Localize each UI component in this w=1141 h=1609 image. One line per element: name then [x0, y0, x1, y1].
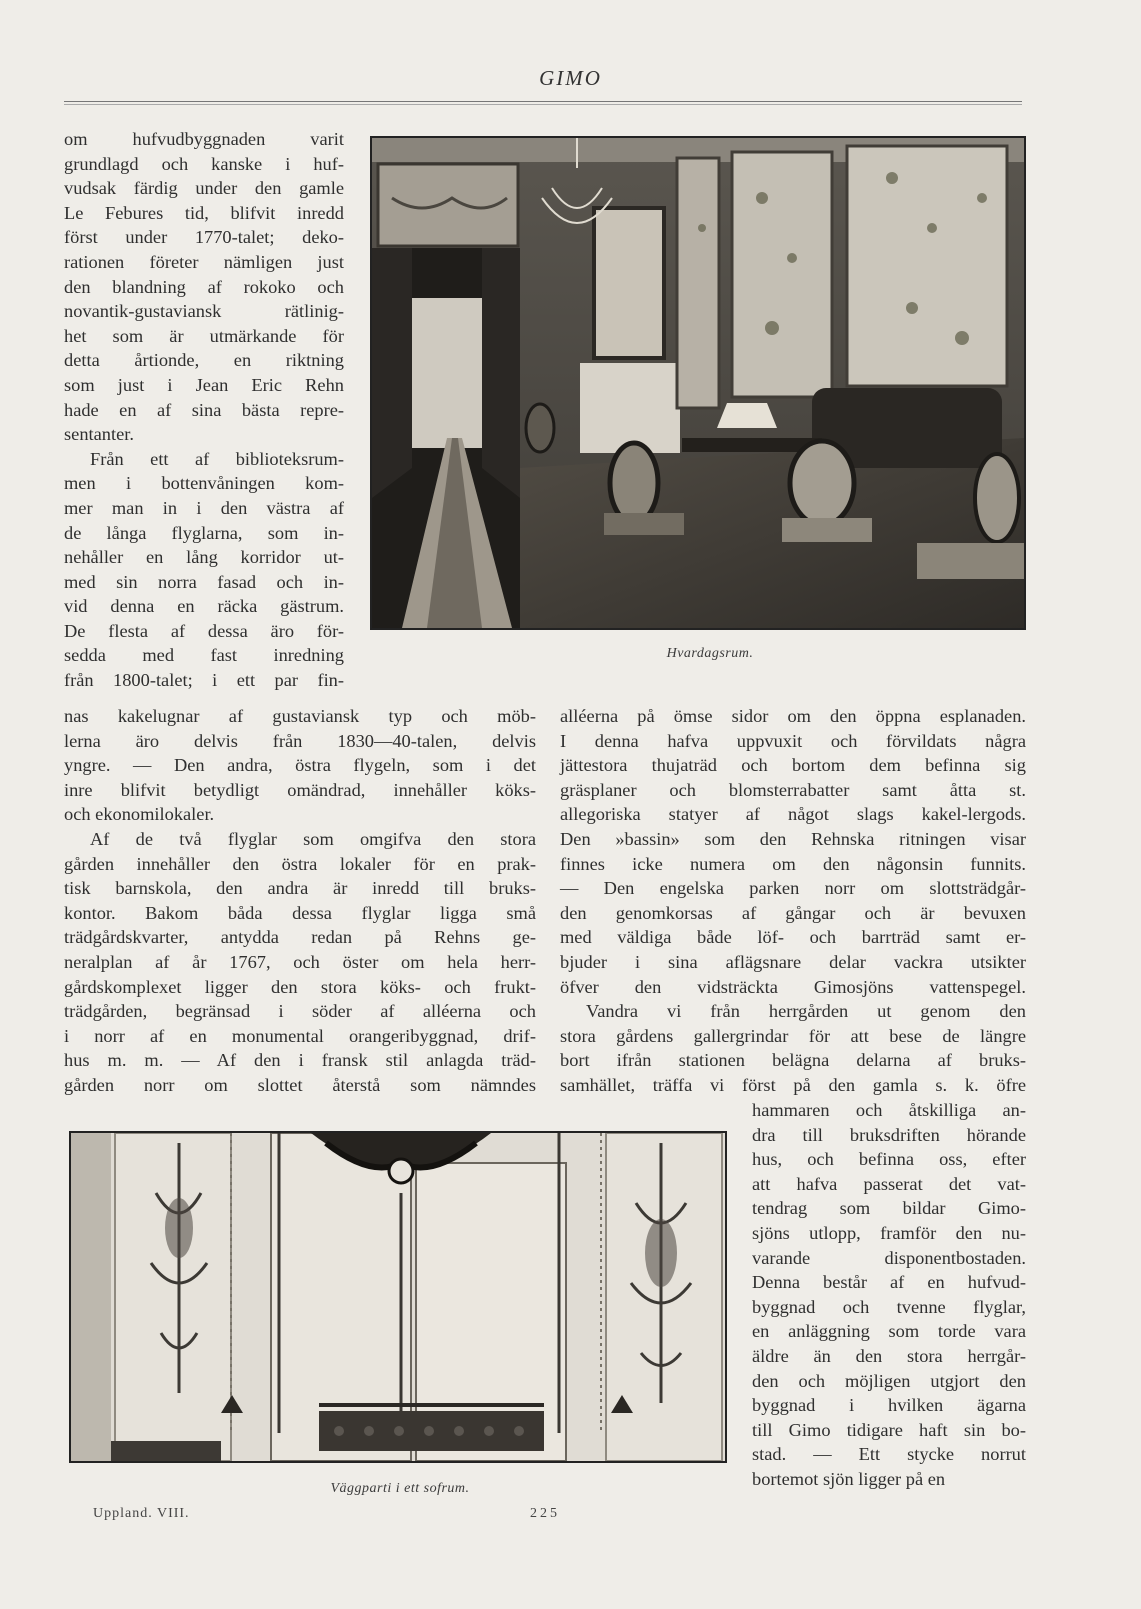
- text-line: neralplan af år 1767, och öster om hela herr-: [64, 951, 536, 972]
- text-line: om hufvudbyggnaden varit: [64, 129, 344, 149]
- text-line: vudsak färdig under den gamle: [64, 178, 344, 199]
- text-line: hammaren och åtskilliga an-: [752, 1100, 1026, 1120]
- text-line: den och möjligen utgjort den: [752, 1370, 1026, 1391]
- volume-signature: Uppland. VIII.: [93, 1506, 190, 1521]
- text-line: tisk barnskola, den andra är inredd till bruks-: [64, 878, 536, 899]
- text-line: trädgårdskvarter, antydda redan på Rehns ge-: [64, 927, 536, 948]
- text-line: detta årtionde, en riktning: [64, 350, 344, 371]
- text-line: nas kakelugnar af gustaviansk typ och möb-: [64, 706, 536, 726]
- text-line: en anläggning som torde vara: [752, 1321, 1026, 1342]
- text-line: finnes icke numera om den någonsin funnits.: [560, 853, 1026, 874]
- text-line: vid denna en räcka gästrum.: [64, 596, 344, 617]
- text-line: den blandning af rokoko och: [64, 276, 344, 297]
- text-line: bortemot sjön ligger på en: [752, 1468, 946, 1489]
- text-line: sjöns utlopp, framför den nu-: [752, 1222, 1026, 1243]
- text-line: gården norr om slottet återstå som nämndes: [64, 1074, 536, 1095]
- header-rule: [64, 101, 1022, 102]
- text-line: novantik-gustaviansk rätlinig-: [64, 301, 344, 322]
- text-column-right: [560, 704, 1026, 1098]
- text-line: byggnad i hvilken ägarna: [752, 1395, 1026, 1416]
- text-line: byggnad och tvenne flyglar,: [752, 1296, 1026, 1317]
- text-line: Le Febures tid, blifvit inredd: [64, 202, 344, 223]
- text-line: gräsplaner och blomsterrabatter samt åtta st.: [560, 779, 1026, 800]
- figure-living-room: [370, 136, 1026, 630]
- text-line: Af de två flyglar som omgifva den stora: [90, 828, 536, 849]
- text-column-bottom-right: [752, 1098, 1026, 1492]
- text-line: öfver den vidsträckta Gimosjöns vattenspegel.: [560, 976, 1026, 997]
- header-rule-thin: [64, 104, 1022, 105]
- text-line: yngre. — Den andra, östra flygeln, som i det: [64, 755, 536, 776]
- text-line: att hafva passerat det vat-: [752, 1173, 1026, 1194]
- text-line: inre blifvit betydligt omändrad, innehåller köks-: [64, 779, 536, 800]
- text-line: till Gimo tidigare haft sin bo-: [752, 1419, 1026, 1440]
- text-line: allegoriska statyer af något slags kakel-lergods.: [560, 804, 1026, 825]
- text-line: hade en af sina bästa repre-: [64, 399, 344, 420]
- text-line: den genomkorsas af gångar och är bevuxen: [560, 902, 1026, 923]
- text-line: de långa flyglarna, som in-: [64, 522, 344, 543]
- text-line: kontor. Bakom båda dessa flyglar ligga små: [64, 902, 536, 923]
- text-line: stad. — Ett stycke norrut: [752, 1444, 1026, 1465]
- text-line: sedda med fast inredning: [64, 645, 344, 666]
- text-line: varande disponentbostaden.: [752, 1247, 1026, 1268]
- text-line: Denna består af en hufvud-: [752, 1272, 1026, 1293]
- text-line: bort ifrån stationen belägna delarna af bruks-: [560, 1050, 1026, 1071]
- running-title: GIMO: [539, 66, 602, 90]
- caption-living-room: Hvardagsrum.: [666, 646, 754, 661]
- text-line: äldre än den stora herrgår-: [752, 1345, 1026, 1366]
- text-line: som just i Jean Eric Rehn: [64, 374, 344, 395]
- text-line: tendrag som bildar Gimo-: [752, 1198, 1026, 1219]
- text-line: stora gårdens gallergrindar för att bese de längre: [560, 1025, 1026, 1046]
- text-line: i norr af en monumental orangeribyggnad, drif-: [64, 1025, 536, 1046]
- text-line: hus, och befinna oss, efter: [752, 1149, 1026, 1170]
- text-line: Den »bassin» som den Rehnska ritningen visar: [560, 828, 1026, 849]
- text-line: jättestora thujaträd och bortom dem befinna sig: [560, 755, 1026, 776]
- text-line: De flesta af dessa äro för-: [64, 620, 344, 641]
- text-line: med väldiga både löf- och barrträd samt er-: [560, 927, 1026, 948]
- figure-wall-section: [69, 1131, 727, 1463]
- text-line: men i bottenvåningen kom-: [64, 473, 344, 494]
- text-column-top-left: [64, 127, 344, 693]
- text-line: — Den engelska parken norr om slottsträdgår-: [560, 878, 1026, 899]
- wall-section-photo: [71, 1133, 725, 1461]
- living-room-photo: [372, 138, 1024, 628]
- text-line: lerna äro delvis från 1830—40-talen, delvis: [64, 730, 536, 751]
- text-line: I denna hafva uppvuxit och förvildats några: [560, 730, 1026, 751]
- text-line: grundlagd och kanske i huf-: [64, 153, 344, 174]
- text-line: nehåller en lång korridor ut-: [64, 547, 344, 568]
- text-line: Vandra vi från herrgården ut genom den: [586, 1001, 1026, 1022]
- text-line: först under 1770-talet; deko-: [64, 227, 344, 248]
- text-line: dra till bruksdriften hörande: [752, 1124, 1026, 1145]
- text-line: het som är utmärkande för: [64, 325, 344, 346]
- page-number: 225: [530, 1506, 560, 1521]
- text-line: samhället, träffa vi först på den gamla s. k. öfre: [560, 1074, 1026, 1095]
- caption-wall-section: Väggparti i ett sofrum.: [330, 1481, 470, 1496]
- text-line: med sin norra fasad och in-: [64, 571, 344, 592]
- text-line: hus m. m. — Af den i fransk stil anlagda träd-: [64, 1050, 536, 1071]
- text-line: trädgården, begränsad i söder af alléerna och: [64, 1001, 536, 1022]
- text-line: och ekonomilokaler.: [64, 804, 215, 825]
- text-column-left: [64, 704, 536, 1098]
- text-line: sentanter.: [64, 424, 134, 445]
- text-line: alléerna på ömse sidor om den öppna esplanaden.: [560, 706, 1026, 726]
- text-line: från 1800-talet; i ett par fin-: [64, 670, 344, 691]
- text-line: rationen företer nämligen just: [64, 251, 344, 272]
- text-line: gårdskomplexet ligger den stora köks- och frukt-: [64, 976, 536, 997]
- text-line: mer man in i den västra af: [64, 497, 344, 518]
- text-line: gården innehåller den östra lokaler för en prak-: [64, 853, 536, 874]
- text-line: bjuder i sina aflägsnare delar vackra utsikter: [560, 951, 1026, 972]
- text-line: Från ett af biblioteksrum-: [90, 448, 344, 469]
